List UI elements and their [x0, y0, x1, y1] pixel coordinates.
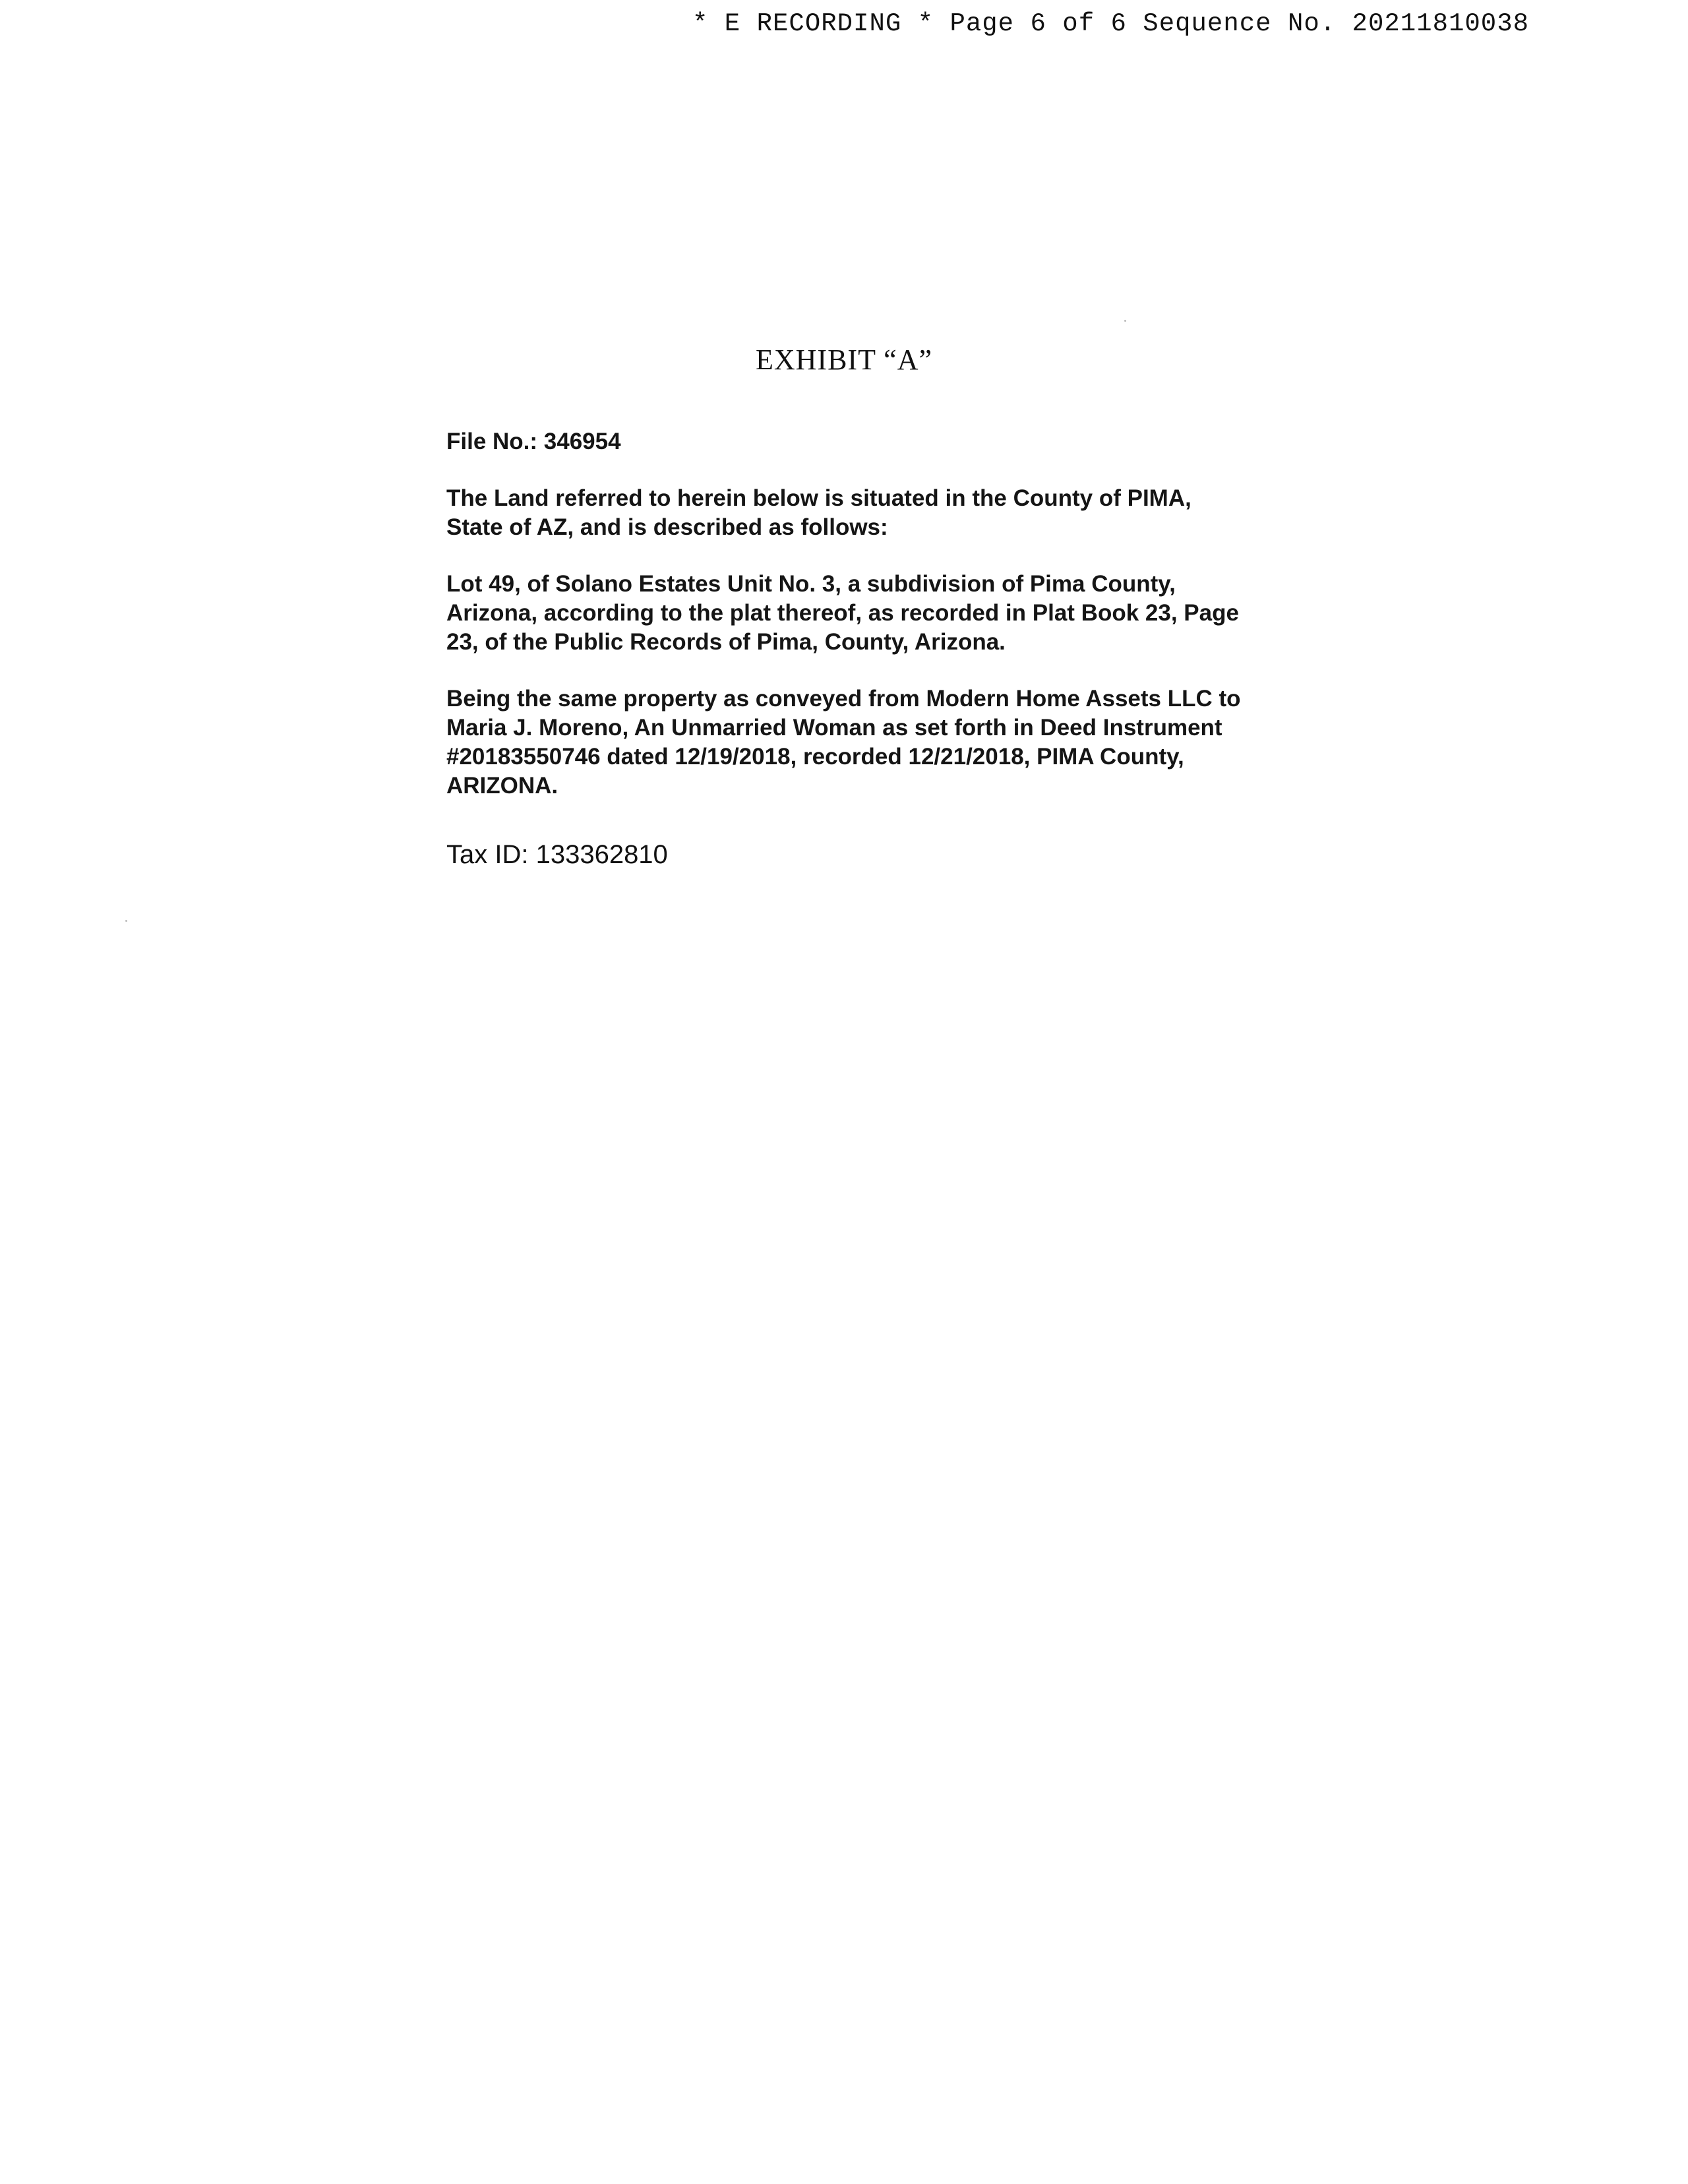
text-line: The Land referred to herein below is situated in the County of PIMA, — [446, 485, 1191, 511]
conveyance-paragraph — [446, 684, 1304, 801]
text-line: Maria J. Moreno, An Unmarried Woman as set forth in Deed Instrument — [446, 715, 1222, 741]
lot-description-paragraph — [446, 570, 1304, 657]
land-location-paragraph — [446, 484, 1304, 542]
text-line: Being the same property as conveyed from Modern Home Assets LLC to — [446, 686, 1241, 712]
text-line: Arizona, according to the plat thereof, as recorded in Plat Book 23, Page — [446, 600, 1239, 626]
text-line: Lot 49, of Solano Estates Unit No. 3, a subdivision of Pima County, — [446, 571, 1176, 597]
recording-header-stamp: * E RECORDING * Page 6 of 6 Sequence No. 20211810038 — [692, 9, 1529, 38]
text-line: 23, of the Public Records of Pima, County, Arizona. — [446, 629, 1006, 655]
legal-description — [446, 427, 1304, 869]
scan-speck — [125, 920, 127, 922]
text-line: #20183550746 dated 12/19/2018, recorded 12/21/2018, PIMA County, — [446, 744, 1184, 770]
exhibit-title: EXHIBIT “A” — [756, 344, 932, 376]
tax-id: Tax ID: 133362810 — [446, 840, 668, 869]
file-number: File No.: 346954 — [446, 429, 621, 454]
text-line: State of AZ, and is described as follows: — [446, 514, 888, 540]
scan-speck — [1124, 320, 1126, 322]
text-line: ARIZONA. — [446, 773, 558, 799]
